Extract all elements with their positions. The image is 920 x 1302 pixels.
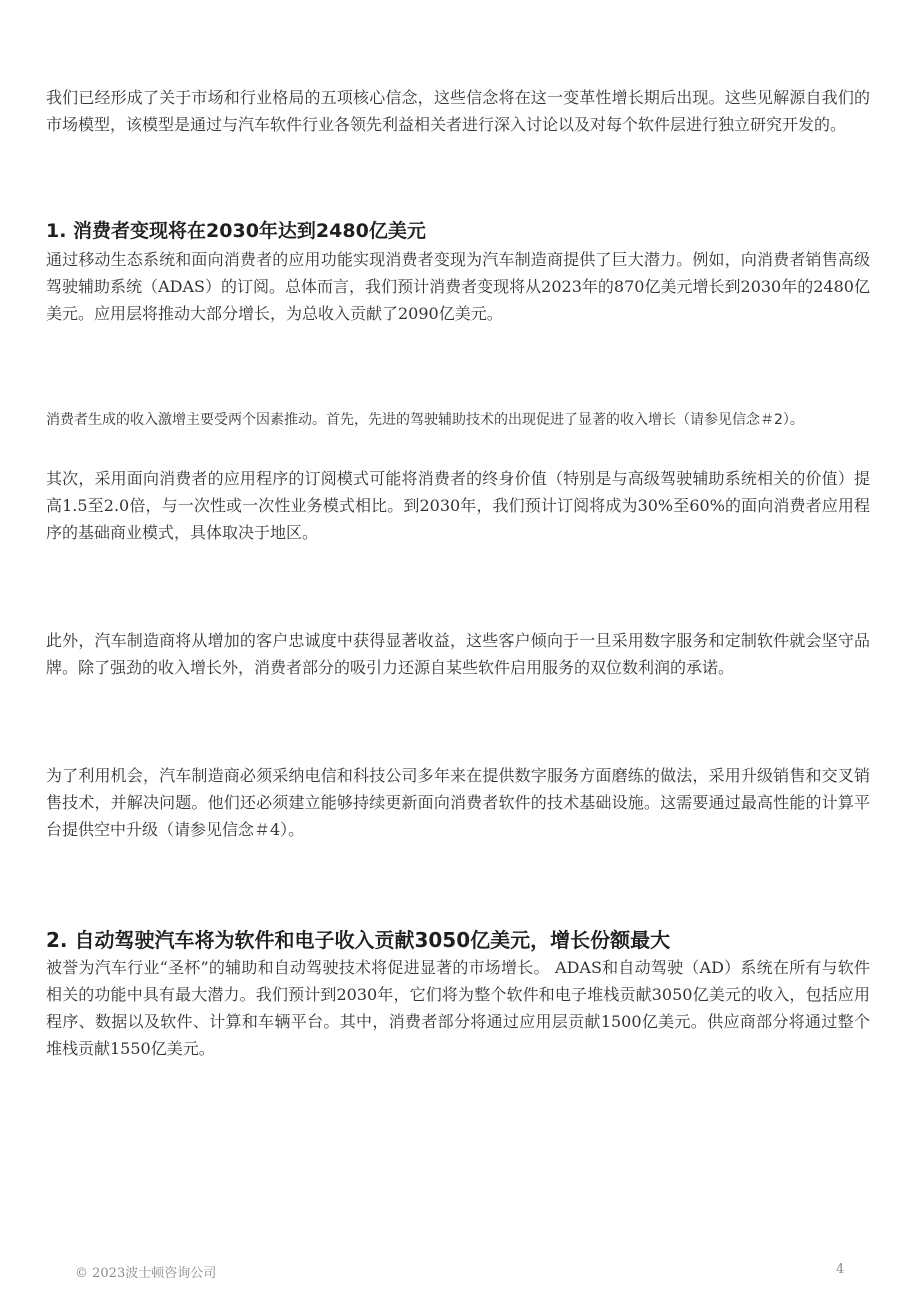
section-2-heading: 2. 自动驾驶汽车将为软件和电子收入贡献3050亿美元，增长份额最大 [46, 928, 671, 952]
section-1-heading: 1. 消费者变现将在2030年达到2480亿美元 [46, 220, 426, 242]
section-1-paragraph-4: 此外，汽车制造商将从增加的客户忠诚度中获得显著收益，这些客户倾向于一旦采用数字服务和定制软件就会坚守品牌。除了强劲的收入增长外，消费者部分的吸引力还源自某些软件启用服务的双位数利润的承诺。 [46, 631, 870, 677]
section-1-paragraph-2: 消费者生成的收入激增主要受两个因素推动。首先，先进的驾驶辅助技术的出现促进了显著的收入增长（请参见信念＃2）。 [46, 412, 804, 428]
footer-copyright: © 2023波士顿咨询公司 [75, 1266, 217, 1281]
section-1-paragraph-3: 其次，采用面向消费者的应用程序的订阅模式可能将消费者的终身价值（特别是与高级驾驶辅助系统相关的价值）提高1.5至2.0倍，与一次性或一次性业务模式相比。到2030年，我们预计订阅将成为30%至60%的面向消费者应用程序的基础商业模式，具体取决于地区。 [46, 469, 870, 542]
section-1-paragraph-5: 为了利用机会，汽车制造商必须采纳电信和科技公司多年来在提供数字服务方面磨练的做法，采用升级销售和交叉销售技术，并解决问题。他们还必须建立能够持续更新面向消费者软件的技术基础设施。这需要通过最高性能的计算平台提供空中升级（请参见信念＃4）。 [46, 766, 870, 839]
section-2-paragraph-1: 被誉为汽车行业“圣杯”的辅助和自动驾驶技术将促进显著的市场增长。 ADAS和自动驾驶（AD）系统在所有与软件相关的功能中具有最大潜力。我们预计到2030年，它们将为整个软件和电子堆栈贡献3050亿美元的收入，包括应用程序、数据以及软件、计算和车辆平台。其中，消费者部分将通过应用层贡献1500亿美元。供应商部分将通过整个堆栈贡献1550亿美元。 [46, 958, 870, 1058]
page-number: 4 [836, 1262, 845, 1277]
section-1-paragraph-1: 通过移动生态系统和面向消费者的应用功能实现消费者变现为汽车制造商提供了巨大潜力。例如，向消费者销售高级驾驶辅助系统（ADAS）的订阅。总体而言，我们预计消费者变现将从2023年的870亿美元增长到2030年的2480亿美元。应用层将推动大部分增长，为总收入贡献了2090亿美元。 [46, 250, 870, 323]
intro-paragraph: 我们已经形成了关于市场和行业格局的五项核心信念，这些信念将在这一变革性增长期后出现。这些见解源自我们的市场模型，该模型是通过与汽车软件行业各领先利益相关者进行深入讨论以及对每个软件层进行独立研究开发的。 [46, 88, 870, 134]
